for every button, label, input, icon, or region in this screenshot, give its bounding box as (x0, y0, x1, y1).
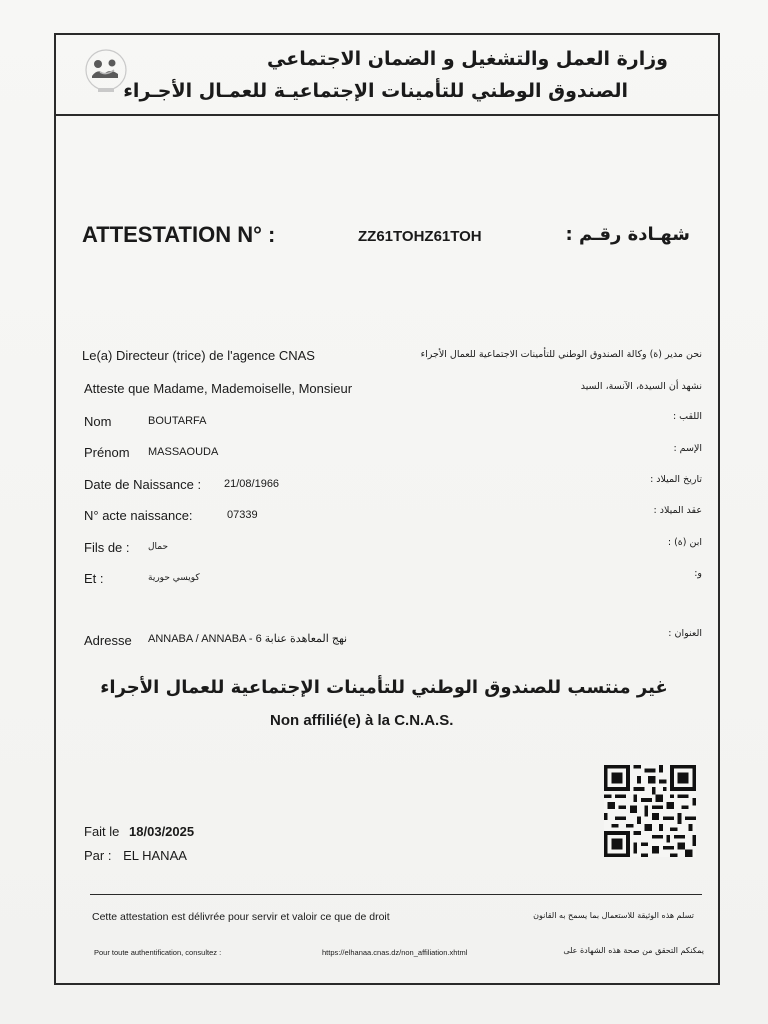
fund-title: الصندوق الوطني للتأمينات الإجتماعيـة للعمـال الأجـراء (123, 80, 628, 102)
attestation-label-ar: شهـادة رقـم : (565, 224, 690, 245)
attestation-number: ZZ61TOHZ61TOH (358, 228, 482, 245)
fils-label: Fils de : (84, 540, 130, 555)
acte-label-ar: عقد الميلاد : (653, 505, 702, 516)
header-divider (54, 114, 720, 116)
adresse-value: ANNABA / ANNABA - 6 نهج المعاهدة عنابة (148, 633, 348, 645)
director-label-ar: نحن مدير (ة) وكالة الصندوق الوطني للتأمينات الاجتماعية للعمال الأجراء (420, 349, 702, 360)
ministry-title: وزارة العمل والتشغيل و الضمان الاجتماعي (267, 48, 668, 70)
prenom-label: Prénom (84, 445, 130, 460)
dob-value: 21/08/1966 (224, 478, 280, 490)
atteste-label-fr: Atteste que Madame, Mademoiselle, Monsieur (84, 381, 353, 396)
footer-auth-ar: يمكنكم التحقق من صحة هذه الشهادة على (563, 946, 704, 955)
footer-auth-url[interactable]: https://elhanaa.cnas.dz/non_affiliation.xhtml (322, 948, 468, 957)
director-label-fr: Le(a) Directeur (trice) de l'agence CNAS (82, 348, 315, 363)
prenom-value: MASSAOUDA (148, 446, 219, 458)
fils-value: حمال (148, 542, 169, 552)
fait-date: 18/03/2025 (129, 824, 195, 839)
non-affiliation-ar: غير منتسب للصندوق الوطني للتأمينات الإجتماعية للعمال الأجراء (100, 677, 668, 698)
non-affiliation-fr: Non affilié(e) à la C.N.A.S. (270, 712, 454, 729)
et-value: كويسي حورية (148, 573, 200, 583)
footer-divider (90, 894, 702, 895)
par-label: Par : (84, 848, 112, 863)
footer-auth-fr: Pour toute authentification, consultez : (94, 948, 222, 957)
par-line (84, 848, 187, 863)
atteste-label-ar: نشهد أن السيدة، الآنسة، السيد (580, 381, 702, 392)
nom-label-ar: اللقب : (672, 411, 702, 422)
footer-delivered-ar: تسلم هذه الوثيقة للاستعمال بما يسمح به القانون (533, 911, 694, 920)
par-value: EL HANAA (123, 848, 187, 863)
attestation-label-fr: ATTESTATION N° : (82, 222, 276, 247)
et-label-ar: و: (694, 568, 702, 579)
nom-label: Nom (84, 414, 112, 429)
adresse-label: Adresse (84, 633, 132, 648)
dob-label: Date de Naissance : (84, 477, 202, 492)
prenom-label-ar: الإسم : (673, 443, 702, 454)
fils-label-ar: ابن (ة) : (667, 537, 702, 548)
fait-le-line (84, 824, 194, 839)
dob-label-ar: تاريخ الميلاد : (650, 474, 702, 485)
adresse-label-ar: العنوان : (668, 628, 702, 639)
et-label: Et : (84, 571, 104, 586)
fait-label: Fait le (84, 824, 120, 839)
footer-delivered-fr: Cette attestation est délivrée pour servir et valoir ce que de droit (92, 911, 390, 923)
nom-value: BOUTARFA (148, 415, 207, 427)
qr-code-icon[interactable] (603, 765, 697, 857)
acte-value: 07339 (227, 509, 258, 521)
acte-label: N° acte naissance: (84, 508, 193, 523)
